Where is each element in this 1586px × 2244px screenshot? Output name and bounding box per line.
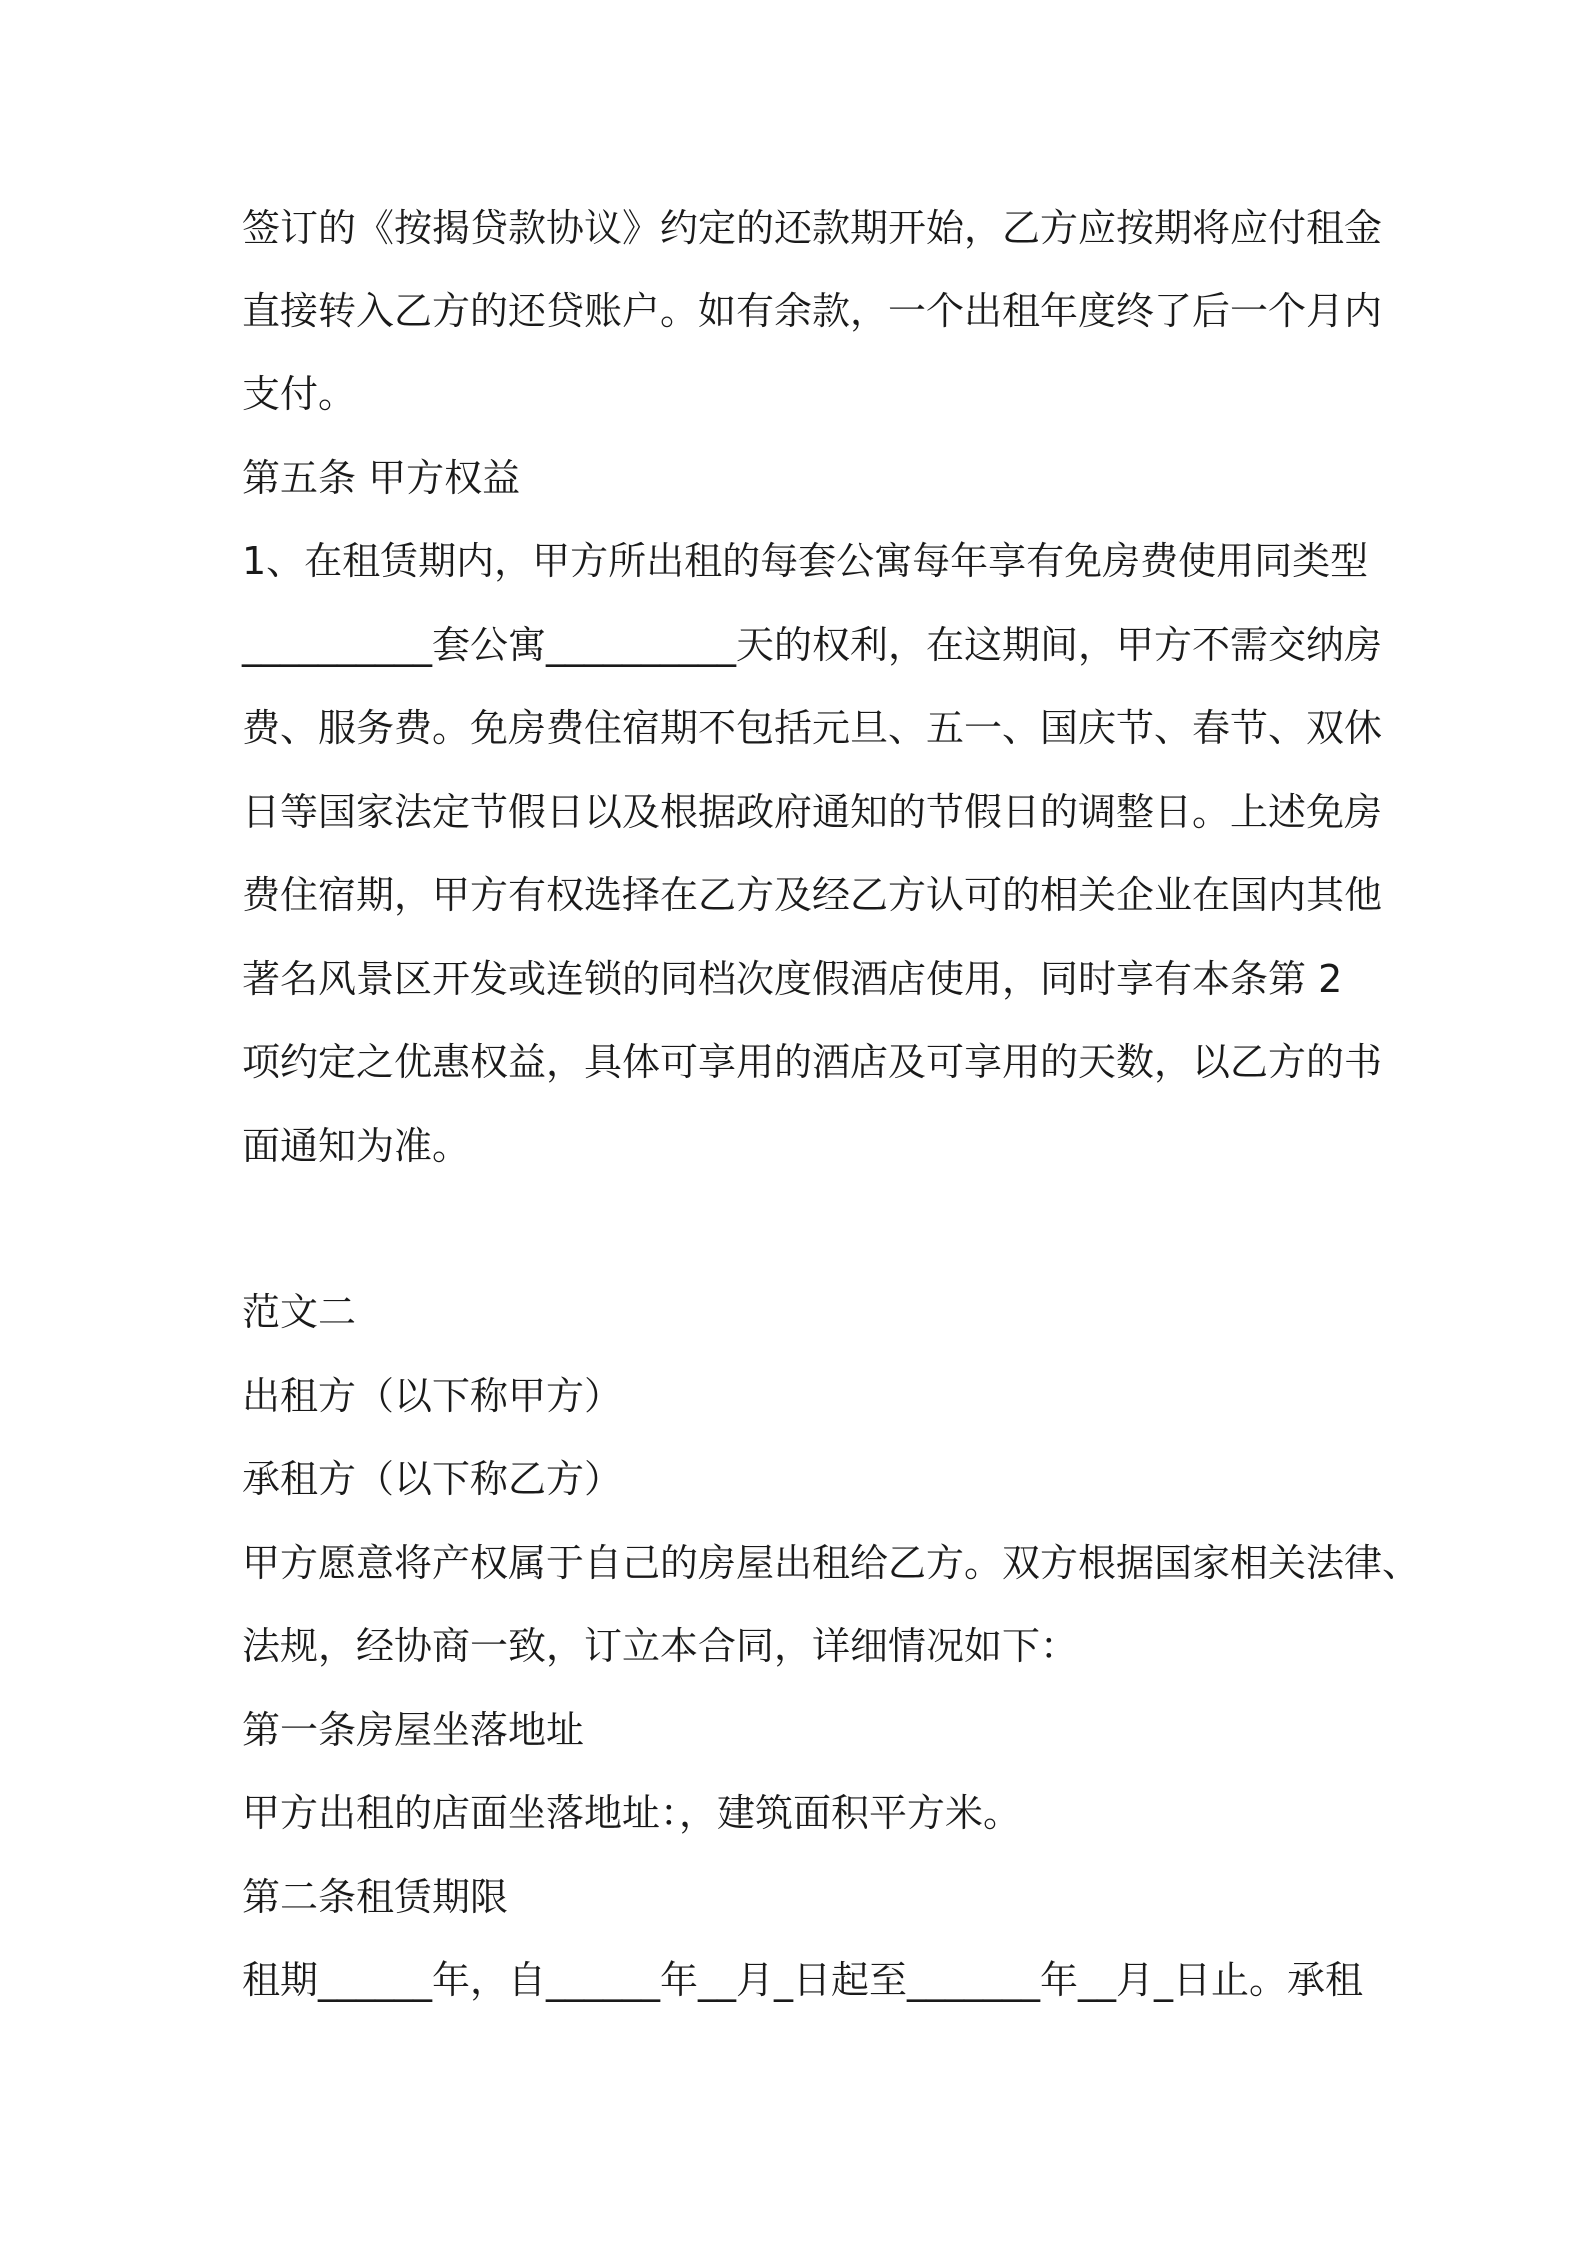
section-heading: 第五条 甲方权益 <box>242 456 521 500</box>
text-line: 项约定之优惠权益，具体可享用的酒店及可享用的天数，以乙方的书 <box>242 1040 1383 1084</box>
text-line: 甲方出租的店面坐落地址：，建筑面积平方米。 <box>242 1791 1022 1835</box>
text-line: 直接转入乙方的还贷账户。如有余款，一个出租年度终了后一个月内 <box>242 289 1383 333</box>
text-line: 著名风景区开发或连锁的同档次度假酒店使用，同时享有本条第 2 <box>242 957 1343 1001</box>
text-line: 费、服务费。免房费住宿期不包括元旦、五一、国庆节、春节、双休 <box>242 706 1383 750</box>
text-line: 支付。 <box>242 372 357 416</box>
text-line: 承租方（以下称乙方） <box>242 1457 623 1501</box>
text-line: 面通知为准。 <box>242 1124 471 1168</box>
text-line: 甲方愿意将产权属于自己的房屋出租给乙方。双方根据国家相关法律、 <box>242 1541 1421 1585</box>
text-line: 法规，经协商一致，订立本合同，详细情况如下： <box>242 1624 1079 1668</box>
section-heading: 范文二 <box>242 1290 357 1334</box>
text-line: __________套公寓__________天的权利，在这期间，甲方不需交纳房 <box>242 623 1383 667</box>
text-line: 费住宿期，甲方有权选择在乙方及经乙方认可的相关企业在国内其他 <box>242 873 1383 917</box>
text-line: 1、在租赁期内，甲方所出租的每套公寓每年享有免房费使用同类型 <box>242 539 1369 583</box>
text-line: 日等国家法定节假日以及根据政府通知的节假日的调整日。上述免房 <box>242 790 1383 834</box>
text-line: 签订的《按揭贷款协议》约定的还款期开始，乙方应按期将应付租金 <box>242 206 1383 250</box>
section-heading: 第二条租赁期限 <box>242 1875 509 1919</box>
text-line: 出租方（以下称甲方） <box>242 1374 623 1418</box>
section-heading: 第一条房屋坐落地址 <box>242 1708 585 1752</box>
text-line: 租期______年，自______年__月_日起至_______年__月_日止。承租 <box>242 1958 1364 2002</box>
